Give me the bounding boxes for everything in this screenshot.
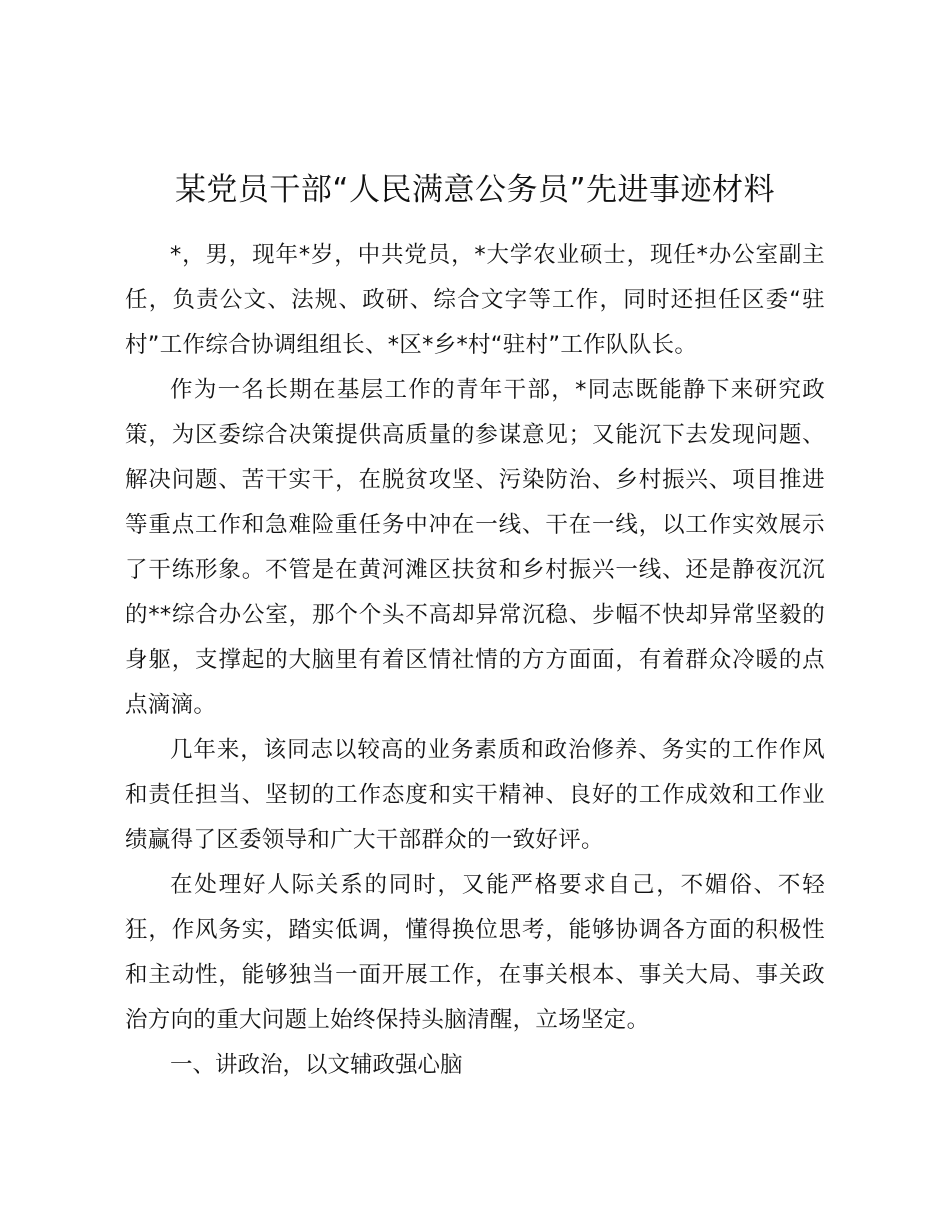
section-heading: 一、讲政治，以文辅政强心脑: [170, 1052, 463, 1078]
paragraph-intro: *，男，现年*岁，中共党员，*大学农业硕士，现任*办公室副主任，负责公文、法规、政研、综合文字等工作，同时还担任区委“驻村”工作综合协调组组长、*区*乡*村“驻村”工作队队长。: [125, 242, 825, 358]
paragraph-work-profile: 作为一名长期在基层工作的青年干部，*同志既能静下来研究政策，为区委综合决策提供高质量的参谋意见；又能沉下去发现问题、解决问题、苦干实干，在脱贫攻坚、污染防治、乡村振兴、项目推进等重点工作和急难险重任务中冲在一线、干在一线，以工作实效展示了干练形象。不管是在黄河滩区扶贫和乡村振兴一线、还是静夜沉沉的**综合办公室，那个个头不高却异常沉稳、步幅不快却异常坚毅的身躯，支撑起的大脑里有着区情社情的方方面面，有着群众冷暖的点点滴滴。: [125, 377, 825, 718]
document-body: [125, 233, 825, 1088]
paragraph-conduct: 在处理好人际关系的同时，又能严格要求自己，不媚俗、不轻狂，作风务实，踏实低调，懂得换位思考，能够协调各方面的积极性和主动性，能够独当一面开展工作，在事关根本、事关大局、事关政治方向的重大问题上始终保持头脑清醒，立场坚定。: [125, 872, 825, 1033]
paragraph-evaluation: 几年来，该同志以较高的业务素质和政治修养、务实的工作作风和责任担当、坚韧的工作态度和实干精神、良好的工作成效和工作业绩赢得了区委领导和广大干部群众的一致好评。: [125, 737, 825, 853]
document-title: 某党员干部“人民满意公务员”先进事迹材料: [174, 172, 776, 208]
